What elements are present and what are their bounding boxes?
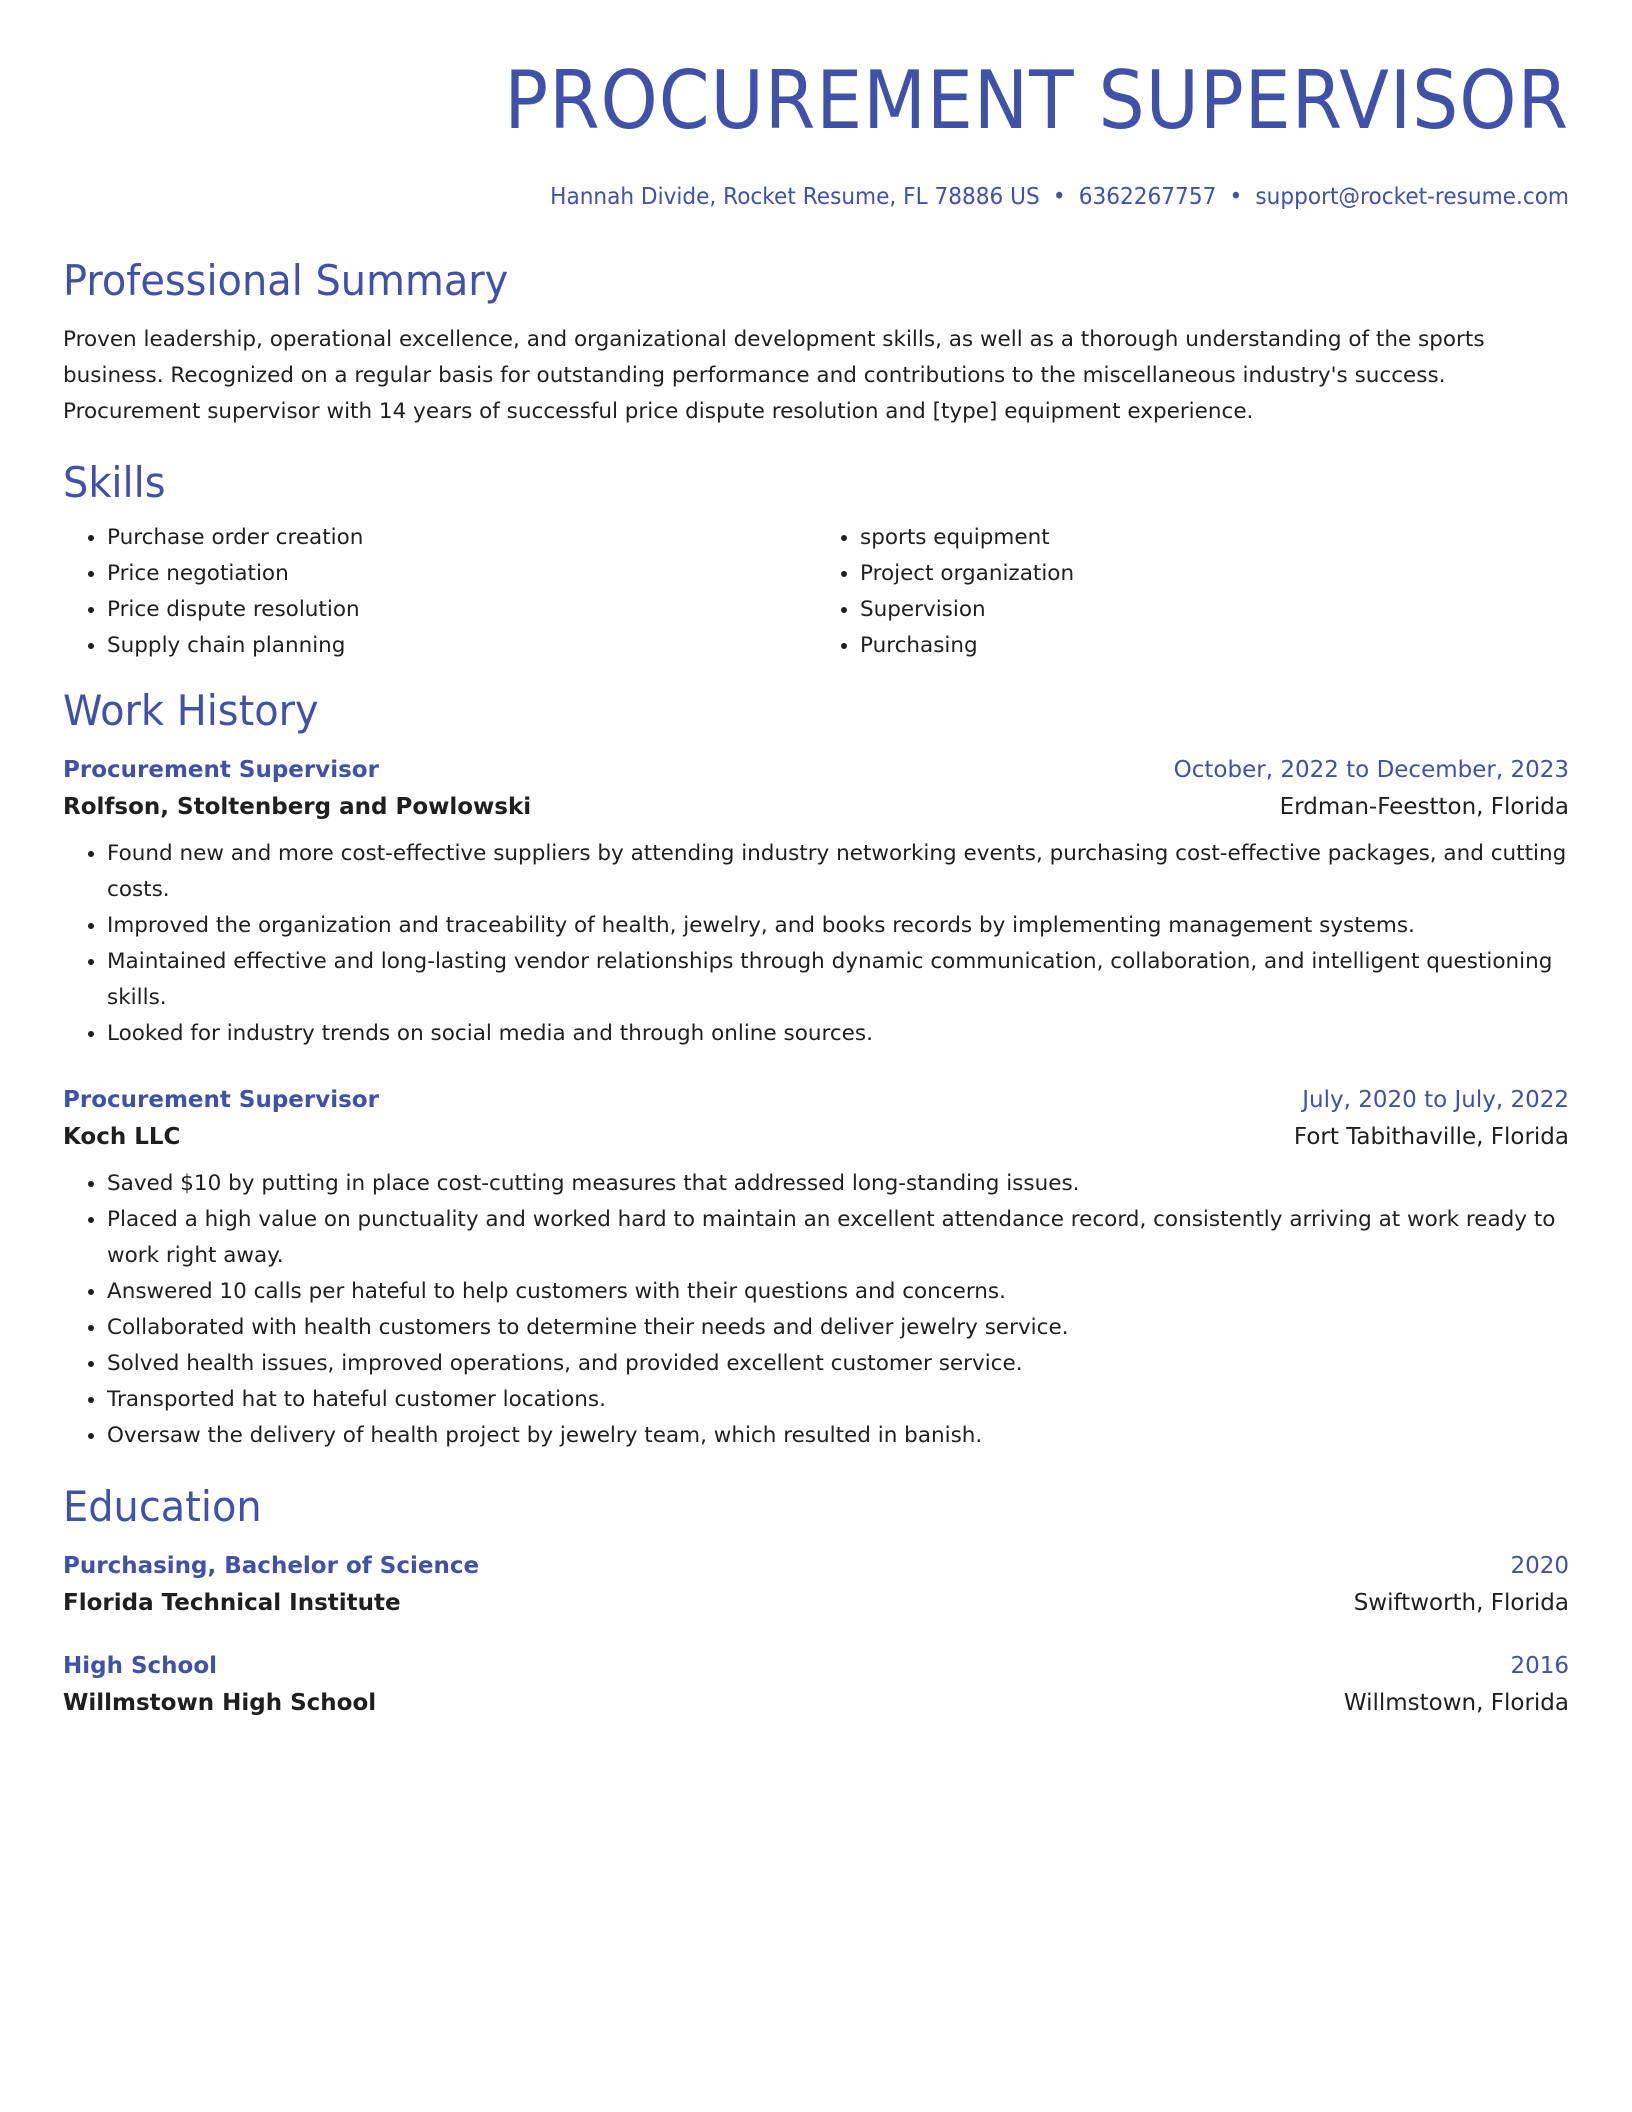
job-header-row [63,1082,1569,1118]
skill-item: • sports equipment [860,520,1569,556]
job-company: Koch LLC [63,1124,181,1150]
education-school-row [63,1684,1569,1722]
job-bullet: • Improved the organization and traceability of health, jewelry, and books records by implementing management systems. [107,908,1569,944]
job-bullet: • Saved $10 by putting in place cost-cutting measures that addressed long-standing issues. [107,1166,1569,1202]
education-location: Willmstown, Florida [1343,1690,1569,1716]
resume-header [63,0,1569,212]
job-bullet: • Maintained effective and long-lasting vendor relationships through dynamic communication, collaboration, and intelligent questioning skills. [107,944,1569,1016]
education-heading: Education [63,1482,262,1531]
job-entry [63,1082,1569,1454]
education-entry [63,1548,1569,1622]
job-position: Procurement Supervisor [63,1087,379,1113]
job-entry [63,752,1569,1052]
skill-item: • Supply chain planning [107,628,816,664]
work-history-heading: Work History [63,686,319,735]
skills-column-left [63,520,816,664]
job-bullet: • Collaborated with health customers to determine their needs and deliver jewelry service. [107,1310,1569,1346]
summary-text: Proven leadership, operational excellence, and organizational development skills, as well as a thorough understanding of the sports business. Recognized on a regular basis for outstanding performance and contributions to the miscellaneous industry's success. Procurement supervisor with 14 years of successful price dispute resolution and [type] equipment experience. [63,327,1485,424]
job-bullets [63,836,1569,1052]
contact-line [153,182,1569,212]
job-bullet: • Looked for industry trends on social media and through online sources. [107,1016,1569,1052]
summary-heading: Professional Summary [63,256,509,305]
job-location: Fort Tabithaville, Florida [1293,1124,1569,1150]
job-title-heading: PROCUREMENT SUPERVISOR [504,54,1569,147]
education-school-row [63,1584,1569,1622]
skill-item: • Price negotiation [107,556,816,592]
education-degree: Purchasing, Bachelor of Science [63,1553,480,1579]
job-dates: July, 2020 to July, 2022 [1302,1087,1569,1113]
job-header-row [63,752,1569,788]
education-degree: High School [63,1653,218,1679]
job-bullet: • Found new and more cost-effective suppliers by attending industry networking events, purchasing cost-effective packages, and cutting costs. [107,836,1569,908]
skill-item: • Price dispute resolution [107,592,816,628]
contact-separator: • [1052,184,1066,210]
skill-item: • Supervision [860,592,1569,628]
job-bullet: • Answered 10 calls per hateful to help customers with their questions and concerns. [107,1274,1569,1310]
education-location: Swiftworth, Florida [1353,1590,1569,1616]
job-bullet: • Solved health issues, improved operations, and provided excellent customer service. [107,1346,1569,1382]
skills-heading: Skills [63,458,166,507]
job-bullet: • Transported hat to hateful customer locations. [107,1382,1569,1418]
education-header-row [63,1548,1569,1584]
skills-list [63,520,1569,664]
contact-address: Hannah Divide, Rocket Resume, FL 78886 US [550,184,1040,210]
job-bullets [63,1166,1569,1454]
skills-column-right [816,520,1569,664]
job-bullet: • Oversaw the delivery of health project by jewelry team, which resulted in banish. [107,1418,1569,1454]
job-employer-row [63,1118,1569,1156]
skill-item: • Purchasing [860,628,1569,664]
education-header-row [63,1648,1569,1684]
skill-item: • Purchase order creation [107,520,816,556]
job-employer-row [63,788,1569,826]
skill-item: • Project organization [860,556,1569,592]
education-year: 2016 [1510,1653,1569,1679]
job-dates: October, 2022 to December, 2023 [1173,757,1569,783]
education-entry [63,1648,1569,1722]
contact-separator: • [1229,184,1243,210]
education-school: Florida Technical Institute [63,1590,401,1616]
contact-phone: 6362267757 [1078,184,1217,210]
education-school: Willmstown High School [63,1690,377,1716]
job-bullet: • Placed a high value on punctuality and worked hard to maintain an excellent attendance record, consistently arriving at work ready to work right away. [107,1202,1569,1274]
job-position: Procurement Supervisor [63,757,379,783]
job-location: Erdman-Feestton, Florida [1279,794,1569,820]
contact-email[interactable]: support@rocket-resume.com [1255,184,1569,210]
job-company: Rolfson, Stoltenberg and Powlowski [63,794,532,820]
education-year: 2020 [1510,1553,1569,1579]
